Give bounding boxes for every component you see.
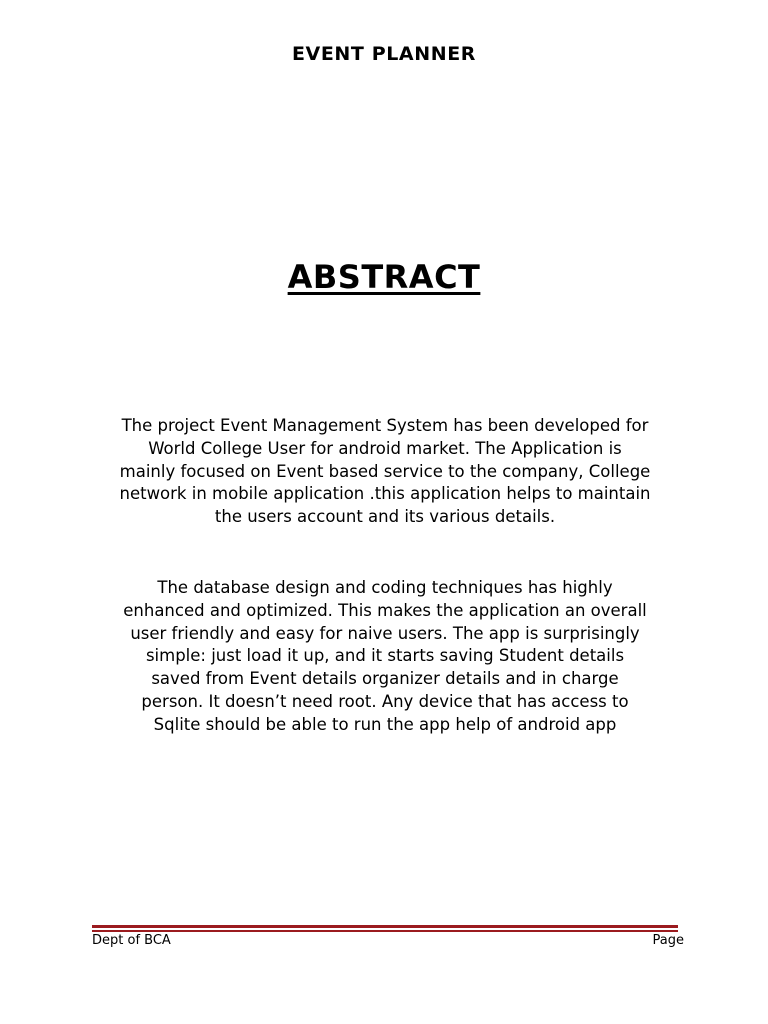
paragraph-line: the users account and its various details. <box>214 507 556 527</box>
paragraph-line: saved from Event details organizer details and in charge <box>151 669 619 689</box>
abstract-heading: ABSTRACT <box>287 258 481 296</box>
footer-divider <box>92 925 678 934</box>
footer-page-label: Page <box>652 933 684 948</box>
paragraph-line: person. It doesn’t need root. Any device that has access to <box>141 691 629 711</box>
paragraph-line: user friendly and easy for naive users. The app is surprisingly <box>130 623 640 643</box>
paragraph-line: World College User for android market. The Application is <box>148 438 622 458</box>
paragraph-line: network in mobile application .this application helps to maintain <box>119 484 651 504</box>
paragraph-line: simple: just load it up, and it starts saving Student details <box>145 646 625 666</box>
paragraph-line: Sqlite should be able to run the app help of android app <box>153 714 617 734</box>
paragraph-line: The database design and coding techniques has highly <box>157 578 613 597</box>
paragraph-line: enhanced and optimized. This makes the application an overall <box>123 600 647 620</box>
abstract-paragraph-2 <box>90 577 680 737</box>
footer-divider-thin-line <box>92 930 678 932</box>
paragraph-line: mainly focused on Event based service to the company, College <box>119 461 651 481</box>
paragraph-line: The project Event Management System has been developed for <box>121 416 649 435</box>
footer-divider-thick-line <box>92 925 678 928</box>
document-header-title: EVENT PLANNER <box>291 43 477 65</box>
footer-department: Dept of BCA <box>92 933 171 948</box>
abstract-paragraph-1 <box>90 415 680 529</box>
